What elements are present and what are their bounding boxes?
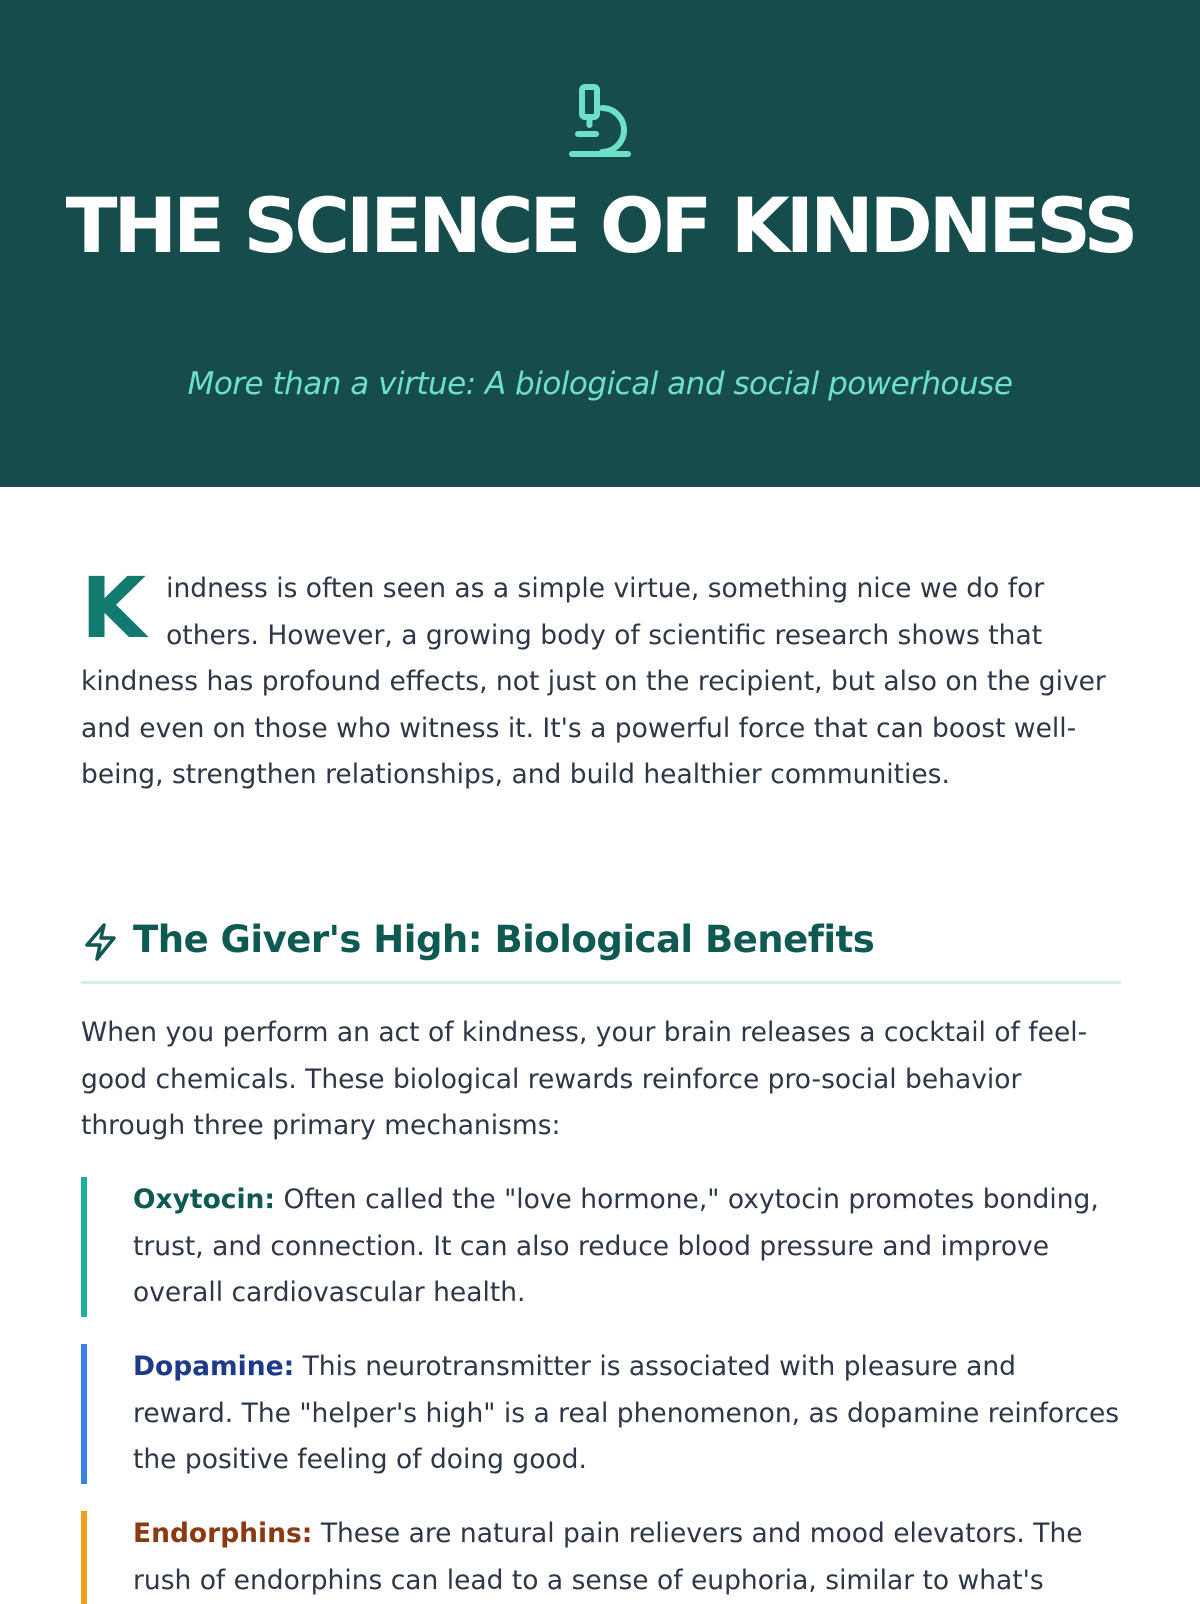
lightning-bolt-icon — [81, 922, 121, 962]
hero-header — [0, 0, 1200, 487]
mechanism-text: These are natural pain relievers and mood elevators. The rush of endorphins can lead to a sense of euphoria, similar to what's — [133, 1518, 1083, 1596]
page-title: THE SCIENCE OF KINDNESS — [65, 181, 1135, 270]
mechanism-term: Oxytocin: — [133, 1184, 276, 1215]
mechanism-dopamine — [81, 1344, 1121, 1484]
mechanism-text: Often called the "love hormone," oxytocin promotes bonding, trust, and connection. It can also reduce blood pressure and improve overall cardiovascular health. — [133, 1184, 1099, 1309]
section-heading — [81, 912, 1121, 984]
mechanism-text: This neurotransmitter is associated with pleasure and reward. The "helper's high" is a real phenomenon, as dopamine reinforces the positive feeling of doing good. — [133, 1351, 1120, 1476]
intro-text: indness is often seen as a simple virtue, something nice we do for others. However, a growing body of scientific research shows that kindness has profound effects, not just on the recipient, but also on the giver and even on those who witness it. It's a powerful force that can boost well-being, strengthen relationships, and build healthier communities. — [81, 573, 1106, 791]
mechanism-term: Endorphins: — [133, 1518, 313, 1549]
mechanism-oxytocin — [81, 1177, 1121, 1317]
intro-section — [81, 559, 1121, 799]
mechanism-endorphins — [81, 1511, 1121, 1604]
drop-cap: K — [81, 559, 147, 657]
intro-paragraph — [81, 559, 1121, 799]
section-title: The Giver's High: Biological Benefits — [133, 918, 875, 961]
microscope-icon — [566, 82, 636, 160]
mechanism-term: Dopamine: — [133, 1351, 295, 1382]
section-intro-paragraph: When you perform an act of kindness, your brain releases a cocktail of feel-good chemicals. These biological rewards reinforce pro-social behavior through three primary mechanisms: — [81, 1017, 1088, 1142]
page-subtitle: More than a virtue: A biological and social powerhouse — [187, 366, 1013, 402]
